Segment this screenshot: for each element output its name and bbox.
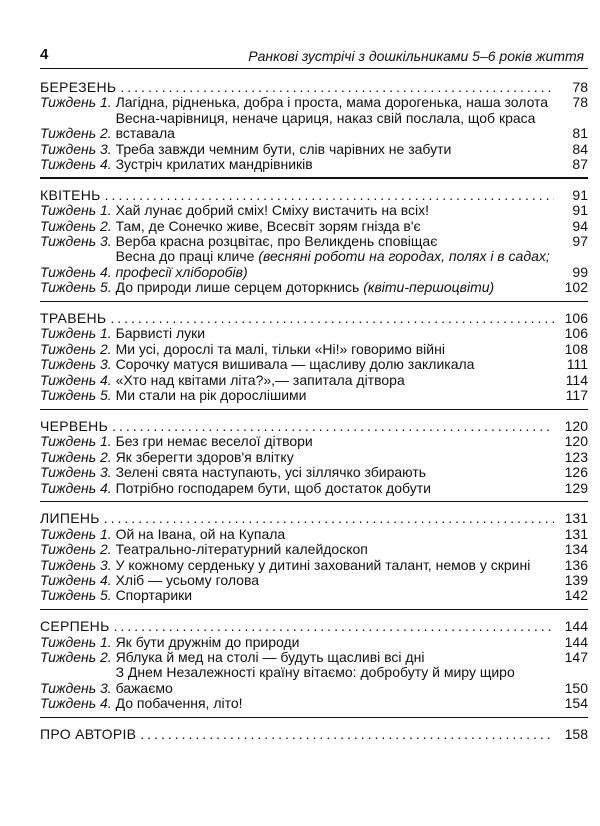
entry-text [116,696,554,711]
toc-entry [40,234,588,249]
week-label: Тиждень 1. [40,525,112,542]
dot-leader [100,511,554,526]
entry-text [116,665,554,696]
entry-text [116,450,554,465]
month-title: ЧЕРВЕНЬ [40,417,109,434]
toc-entry [40,203,588,218]
entry-title: З Днем Незалежності країну вітаємо: добробуту й миру щиро бажаємо [115,664,515,696]
toc-entry [40,481,588,496]
toc-entry [40,665,588,696]
week-label: Тиждень 3. [40,140,112,157]
entry-title: Треба завжди чемним бути, слів чарівних не забути [115,140,452,157]
entry-text [116,527,554,542]
month-title: ЛИПЕНЬ [40,510,100,527]
entry-title: Спортарики [115,587,193,604]
page-ref: 123 [564,448,588,465]
page-ref: 106 [564,310,588,327]
page-ref: 97 [572,233,588,250]
week-label: Тиждень 1. [40,94,112,111]
toc-entry [40,326,588,341]
week-label: Тиждень 3. [40,356,112,373]
dot-leader [136,727,554,742]
page-ref: 102 [564,279,588,296]
toc-entry [40,357,588,372]
page-ref: 150 [564,679,588,696]
toc-entry [40,342,588,357]
toc-entry [40,558,588,573]
dot-leader [108,419,554,434]
toc-entry [40,249,588,280]
toc-entry [40,542,588,557]
section-divider [40,609,588,610]
entry-text [116,558,554,573]
entry-text [116,573,554,588]
page-ref: 134 [564,541,588,558]
dot-leader [110,619,554,634]
page-ref: 144 [564,618,588,635]
page-ref: 158 [564,725,588,742]
month-heading [40,311,588,326]
entry-title: Хай лунає добрий сміх! Сміху вистачить на всіх! [115,202,430,219]
week-label: Тиждень 3. [40,233,112,250]
week-label: Тиждень 4. [40,263,112,280]
month-title: СЕРПЕНЬ [40,618,110,635]
toc-entry [40,219,588,234]
entry-title: Верба красна розцвітає, про Великдень сповіщає [115,233,438,250]
entry-title: Ой на Івана, ой на Купала [115,525,286,542]
entry-title: Весна-чарівниця, неначе цариця, наказ свій послала, щоб краса вставала [115,109,536,142]
week-label: Тиждень 3. [40,556,112,573]
page-ref: 131 [564,510,588,527]
dot-leader [101,188,554,203]
page-number: 4 [40,46,49,63]
section-divider [40,501,588,502]
entry-text [116,157,554,172]
month-title: КВІТЕНЬ [40,186,101,203]
week-label: Тиждень 4. [40,479,112,496]
page-ref: 91 [572,202,588,219]
authors-heading [40,727,588,742]
week-label: Тиждень 4. [40,371,112,388]
toc-entry [40,388,588,403]
week-label: Тиждень 1. [40,433,112,450]
entry-text [116,219,554,234]
entry-title: Там, де Сонечко живе, Всесвіт зорям гнізда в'є [115,217,421,234]
entry-text [116,357,554,372]
toc-entry [40,280,588,295]
toc-entry [40,450,588,465]
entry-text [116,650,554,665]
toc-entry [40,573,588,588]
toc-entry [40,696,588,711]
page-ref: 111 [566,356,588,373]
entry-text [116,234,554,249]
week-label: Тиждень 5. [40,279,112,296]
entry-title: Яблука й мед на столі — будуть щасливі всі дні [115,648,425,665]
page-ref: 78 [572,79,588,95]
entry-title: Лагідна, рідненька, добра і проста, мама дорогенька, наша золота [115,94,549,111]
week-label: Тиждень 2. [40,217,112,234]
page-ref: 129 [564,479,588,496]
entry-text [116,373,554,388]
entry-title: Зелені свята наступають, усі зіллячко збирають [115,464,427,481]
page-ref: 144 [564,633,588,650]
page-ref: 131 [564,525,588,542]
toc-entry [40,95,588,110]
entry-text [116,342,554,357]
entry-title: Ми усі, дорослі та малі, тільки «Ні!» говоримо війні [115,340,445,357]
page-ref: 139 [564,571,588,588]
page-ref: 154 [564,695,588,712]
entry-text [116,280,554,295]
entry-title: Потрібно господарем бути, щоб достаток добути [115,479,431,496]
page-ref: 108 [564,340,588,357]
entry-title: Як зберегти здоров'я влітку [115,448,294,465]
week-label: Тиждень 2. [40,125,112,142]
month-heading [40,188,588,203]
toc-entry [40,635,588,650]
toc-entry [40,434,588,449]
page-ref: 147 [564,648,588,665]
week-label: Тиждень 4. [40,156,112,173]
week-label: Тиждень 2. [40,541,112,558]
week-label: Тиждень 5. [40,387,112,404]
table-of-contents [40,80,588,742]
page-ref: 106 [564,325,588,342]
dot-leader [106,311,554,326]
entry-text [116,326,554,341]
entry-subtitle: (квіти-першоцвіти) [363,279,495,296]
page-ref: 114 [565,371,588,388]
entry-title: У кожному серденьку у дитині захований талант, немов у скрині [115,556,531,573]
entry-text [116,588,554,603]
entry-text [116,542,554,557]
week-label: Тиждень 3. [40,464,112,481]
authors-title: ПРО АВТОРІВ [40,725,137,742]
toc-entry [40,373,588,388]
month-heading [40,511,588,526]
entry-title: «Хто над квітами літа?»,— запитала дітвора [115,371,405,388]
week-label: Тиждень 2. [40,448,112,465]
month-heading [40,80,588,95]
page-ref: 126 [564,464,588,481]
month-heading [40,619,588,634]
section-divider [40,717,588,718]
toc-entry [40,111,588,142]
week-label: Тиждень 2. [40,340,112,357]
entry-text [116,388,554,403]
entry-text [116,95,554,110]
page-ref: 91 [572,186,588,203]
week-label: Тиждень 1. [40,325,112,342]
entry-title: До природи лише серцем доторкнись [115,279,360,296]
dot-leader [116,80,554,95]
entry-text [116,142,554,157]
page-ref: 120 [564,433,588,450]
book-title: Ранкові зустрічі з дошкільниками 5–6 років життя [248,48,584,64]
week-label: Тиждень 3. [40,679,112,696]
entry-text [116,434,554,449]
section-divider [40,409,588,410]
week-label: Тиждень 5. [40,587,112,604]
entry-title: Без гри немає веселої дітвори [115,433,313,450]
entry-text [116,481,554,496]
week-label: Тиждень 4. [40,695,112,712]
toc-entry [40,142,588,157]
entry-title: Хліб — усьому голова [115,571,260,588]
entry-title: Зустріч крилатих мандрівників [115,156,313,173]
section-divider [40,301,588,302]
entry-title: Ми стали на рік дорослішими [115,387,307,404]
week-label: Тиждень 4. [40,571,112,588]
page-ref: 84 [572,140,588,157]
entry-title: Як бути дружнім до природи [115,633,300,650]
page-ref: 99 [572,263,588,280]
month-title: БЕРЕЗЕНЬ [40,79,117,95]
entry-text [116,203,554,218]
entry-text [116,249,554,280]
page-ref: 120 [564,417,588,434]
section-divider [40,177,588,178]
toc-entry [40,527,588,542]
running-header [40,46,588,69]
week-label: Тиждень 2. [40,648,112,665]
toc-entry [40,465,588,480]
page-ref: 81 [572,125,588,142]
page-ref: 78 [572,94,588,111]
page-ref: 94 [572,217,588,234]
entry-text [116,635,554,650]
entry-title: Театрально-літературний калейдоскоп [115,541,368,558]
week-label: Тиждень 1. [40,202,112,219]
entry-text [116,465,554,480]
entry-subtitle: (весняні роботи на городах, полях і в садах; професії хліборобів) [115,248,550,280]
entry-title: Весна до праці кличе [115,248,255,265]
toc-entry [40,588,588,603]
page-ref: 117 [565,387,588,404]
entry-title: Барвисті луки [115,325,206,342]
page-ref: 87 [572,156,588,173]
week-label: Тиждень 1. [40,633,112,650]
toc-entry [40,650,588,665]
month-title: ТРАВЕНЬ [40,310,107,327]
toc-entry [40,157,588,172]
month-heading [40,419,588,434]
entry-text [116,111,554,142]
page-ref: 142 [564,587,588,604]
entry-title: Сорочку матуся вишивала — щасливу долю закликала [115,356,475,373]
page-ref: 136 [564,556,588,573]
entry-title: До побачення, літо! [115,695,243,712]
